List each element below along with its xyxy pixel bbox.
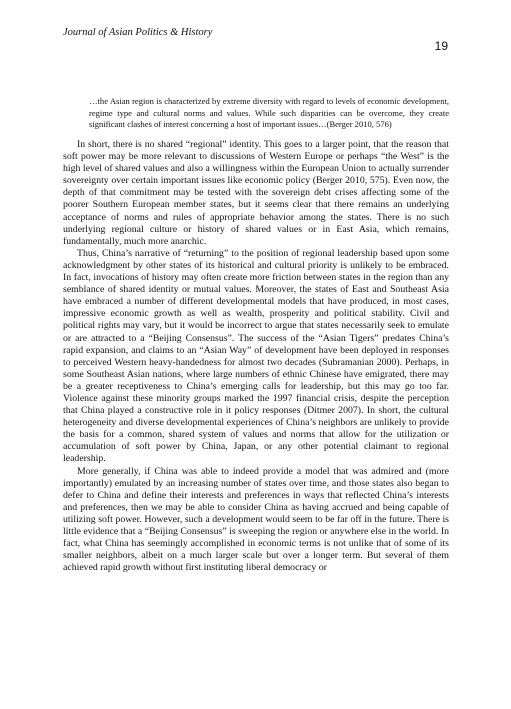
block-quote: …the Asian region is characterized by extreme diversity with regard to levels of economic development, regime type and cultural norms and values. While such disparities can be overcome, they create significant clashes of interest concerning a host of important issues…(Berger 2010, 576) xyxy=(89,96,449,129)
paragraph: More generally, if China was able to indeed provide a model that was admired and (more importantly) emulated by an increasing number of states over time, and those states also began to defer to China and define their interests and preferences in ways that reflected China’s interests and preferences, then we may be able to consider China as having accrued and being capable of utilizing soft power. However, such a development would seem to be far off in the future. There is little evidence that a “Beijing Consensus” is sweeping the region or anywhere else in the world. In fact, what China has seemingly accomplished in economic terms is not unlike that of some of its smaller neighbors, albeit on a much larger scale but over a longer term. But several of them achieved rapid growth without first instituting liberal democracy or xyxy=(63,465,449,574)
paragraph: Thus, China’s narrative of “returning” to the position of regional leadership based upon some acknowledgment by other states of its historical and cultural priority is unlikely to be embraced. In fact, invocations of history may often create more friction between states in the region than any semblance of shared identity or mutual values. Moreover, the states of East and Southeast Asia have embraced a number of different developmental models that have produced, in most cases, impressive economic growth as well as wealth, prosperity and political stability. Civil and political rights may vary, but it would be incorrect to argue that states necessarily seek to emulate or are attracted to a “Beijing Consensus”. The success of the “Asian Tigers” predates China’s rapid expansion, and claims to an “Asian Way” of development have been deployed in responses to perceived Western heavy-handedness for almost two decades (Subramanian 2000). Perhaps, in some Southeast Asian nations, where large numbers of ethnic Chinese have emigrated, there may be a greater receptiveness to China’s emerging calls for leadership, but this may go too far. Violence against these minority groups marked the 1997 financial crisis, despite the perception that China played a constructive role in it policy responses (Ditmer 2007). In short, the cultural heterogeneity and diverse developmental experiences of China’s neighbors are unlikely to provide the basis for a common, shared system of values and norms that allow for the utilization or accumulation of soft power by China, Japan, or any other potential claimant to regional leadership. xyxy=(63,247,449,465)
page-number: 19 xyxy=(434,39,448,53)
paragraph: In short, there is no shared “regional” identity. This goes to a larger point, that the reason that soft power may be more relevant to discussions of Western Europe or perhaps “the West” is the high level of shared values and also a willingness within the European Union to actually surrender sovereignty over certain important issues like economic policy (Berger 2010, 575). Even now, the depth of that commitment may be tested with the sovereign debt crises affecting some of the poorer Southern European member states, but it seems clear that there remains an underlying acceptance of norms and rules of appropriate behavior among the states. There is no such underlying regional culture or history of shared values or in East Asia, which remains, fundamentally, much more anarchic. xyxy=(63,139,449,247)
running-header-journal-title: Journal of Asian Politics & History xyxy=(63,27,213,38)
body-text xyxy=(63,139,449,574)
